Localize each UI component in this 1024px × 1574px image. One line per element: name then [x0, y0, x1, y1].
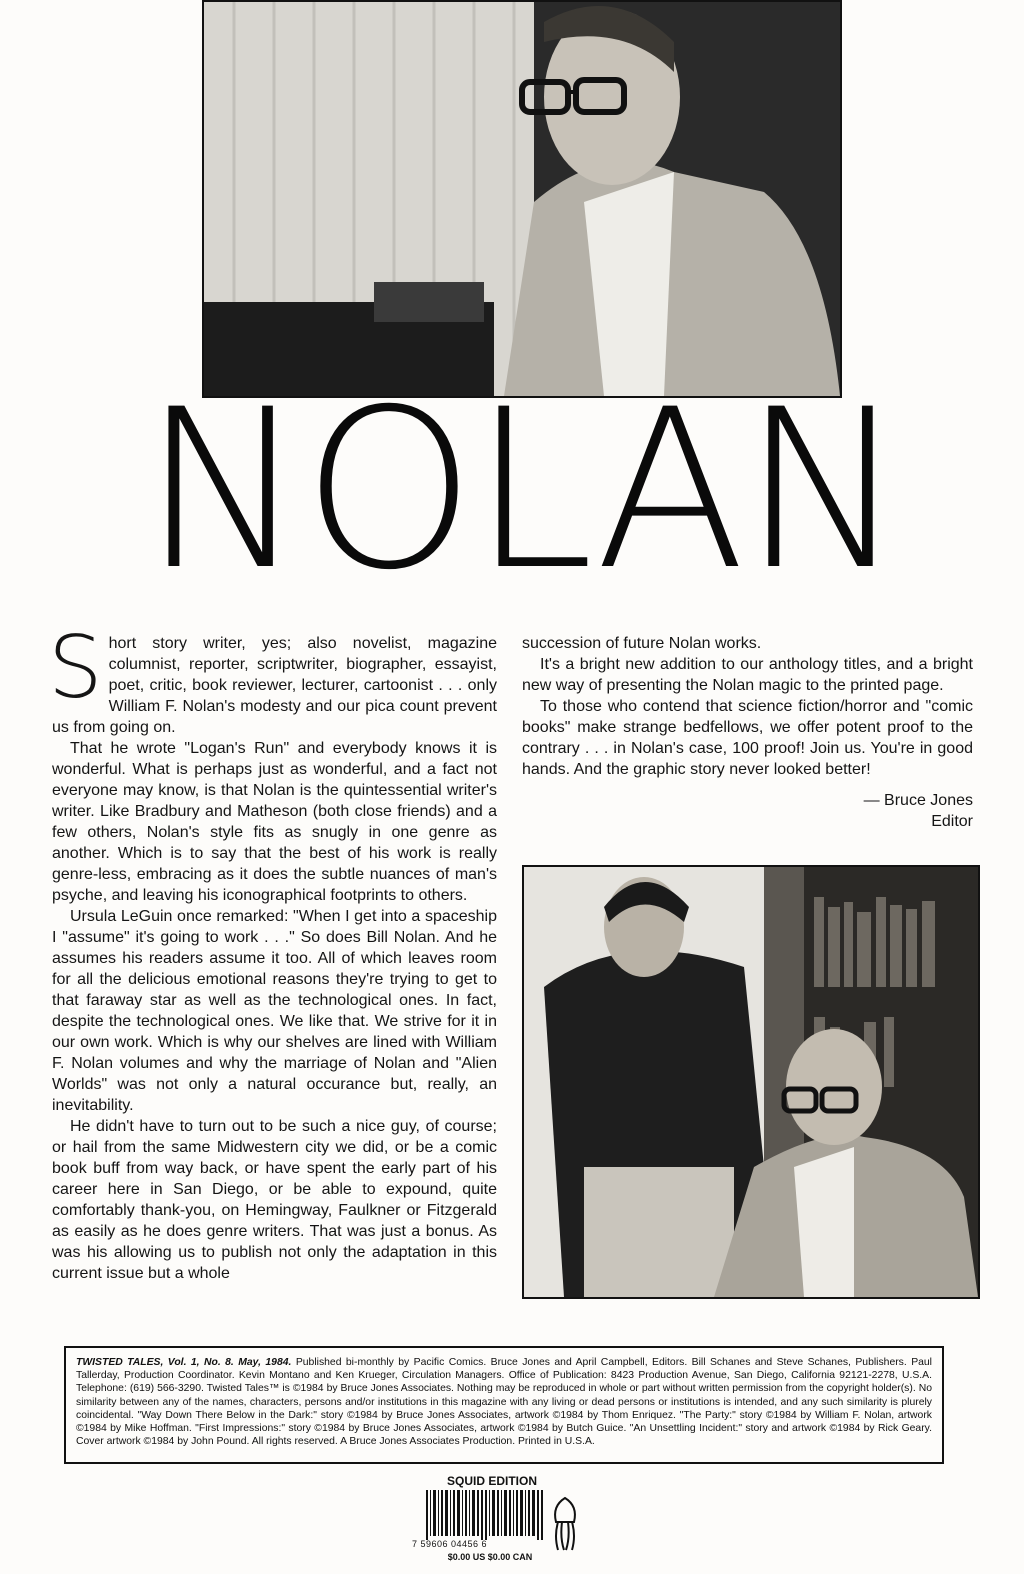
- article-paragraph: It's a bright new addition to our anthology titles, and a bright new way of presenting the Nolan magic to the printed page.: [522, 656, 973, 694]
- article-paragraph: That he wrote "Logan's Run" and everybody knows it is wonderful. What is perhaps just as wonderful, and a fact not everyone may know, is that Nolan is the quintessential writer's writer. Like Bradbury and Matheson (both close friends) and a few others, Nolan's style fits as snugly in one genre as another. Which is to say that the best of his work is really genre-less, embracing as it does the subtle nuances of man's psyche, and leaving his iconographical footprints to others.: [52, 740, 497, 904]
- article-paragraph: Short story writer, yes; also novelist, magazine columnist, reporter, scriptwriter, biographer, essayist, poet, critic, book reviewer, lecturer, cartoonist . . . only William F. Nolan's modesty and our pica count prevent us from going on.: [48, 618, 497, 736]
- article-paragraph: Ursula LeGuin once remarked: "When I get into a spaceship I "assume" it's going to work . . ." So does Bill Nolan. And he assumes his readers assume it too. All of which leaves room for all the delicious emotional reasons they're trying to get to that faraway star as well as the technological ones. In fact, despite the technological ones. We like that. We strive for it in our own work. Which is why our shelves are lined with William F. Nolan volumes and why the marriage of Nolan and "Alien Worlds" was not only a natural occurance but, really, an inevitability.: [52, 908, 497, 1114]
- headline-text: NOLAN: [141, 362, 903, 618]
- article-column-right: [522, 633, 973, 832]
- headline-nolan: [141, 362, 903, 618]
- photo-nolan-typewriter: [202, 0, 842, 398]
- article-paragraph: To those who contend that science fiction/horror and "comic books" make strange bedfellows, we offer potent proof to the contrary . . . in Nolan's case, 100 proof! Join us. You're in good hands. And the graphic story never looked better!: [522, 698, 973, 778]
- article-paragraph: He didn't have to turn out to be such a nice guy, of course; or hail from the same Midwestern city we did, or be a comic book buff from way back, or have spent the early part of his career here in San Diego, or be able to expound, quite comfortably thank-you, on Hemingway, Faulkner or Fitzgerald as easily as he does genre writers. That was just a bonus. As was his allowing us to publish not only the adaptation in this current issue but a whole: [52, 1118, 497, 1282]
- squid-icon: [548, 1496, 582, 1552]
- cover-price: $0.00 US $0.00 CAN: [447, 1552, 533, 1562]
- publication-credits: [64, 1346, 944, 1464]
- barcode-number: 7 59606 04456 6: [412, 1539, 488, 1549]
- credits-body: Published bi-monthly by Pacific Comics. Bruce Jones and April Campbell, Editors. Bill Schanes and Steve Schanes, Publishers. Paul Tallerday, Production Coordinator. Kevin Montano and Ken Krueger, Circulation Managers. Office of Publication: 8423 Production Avenue, San Diego, California 92121-2278, U.S.A. Telephone: (619) 566-3290. Twisted Tales™ is ©1984 by Bruce Jones Associates. Nothing may be reproduced in whole or part without written permission from the copyright holder(s). No similarity between any of the names, characters, persons and/or institutions in this magazine with any living or dead persons or institutions is intended, and any such similarity is plurely coincidental. "Way Down There Below in the Dark:" story ©1984 by Bruce Jones Associates, artwork ©1984 by Thom Enriquez. "The Party:" story ©1984 by William F. Nolan, artwork ©1984 by Mike Hoffman. "First Impressions:" story ©1984 by Bruce Jones Associates, artwork ©1984 by Butch Guice. "An Unsettling Incident:" story and artwork ©1984 by Rick Geary. Cover artwork ©1984 by John Pound. All rights reserved. A Bruce Jones Associates Production. Printed in U.S.A.: [76, 1357, 932, 1448]
- edition-label: SQUID EDITION: [446, 1474, 537, 1488]
- photo-nolan-and-editor: [522, 865, 980, 1299]
- photo-nolan-typewriter-art: [204, 2, 840, 396]
- drop-cap: S: [48, 618, 103, 718]
- credits-title: TWISTED TALES, Vol. 1, No. 8. May, 1984.: [76, 1357, 292, 1368]
- article-column-left: [48, 618, 497, 1284]
- article-paragraph: succession of future Nolan works.: [522, 635, 762, 652]
- signature-name: — Bruce Jones: [863, 792, 973, 809]
- photo-nolan-and-editor-art: [524, 867, 978, 1297]
- signature-title: Editor: [931, 813, 973, 830]
